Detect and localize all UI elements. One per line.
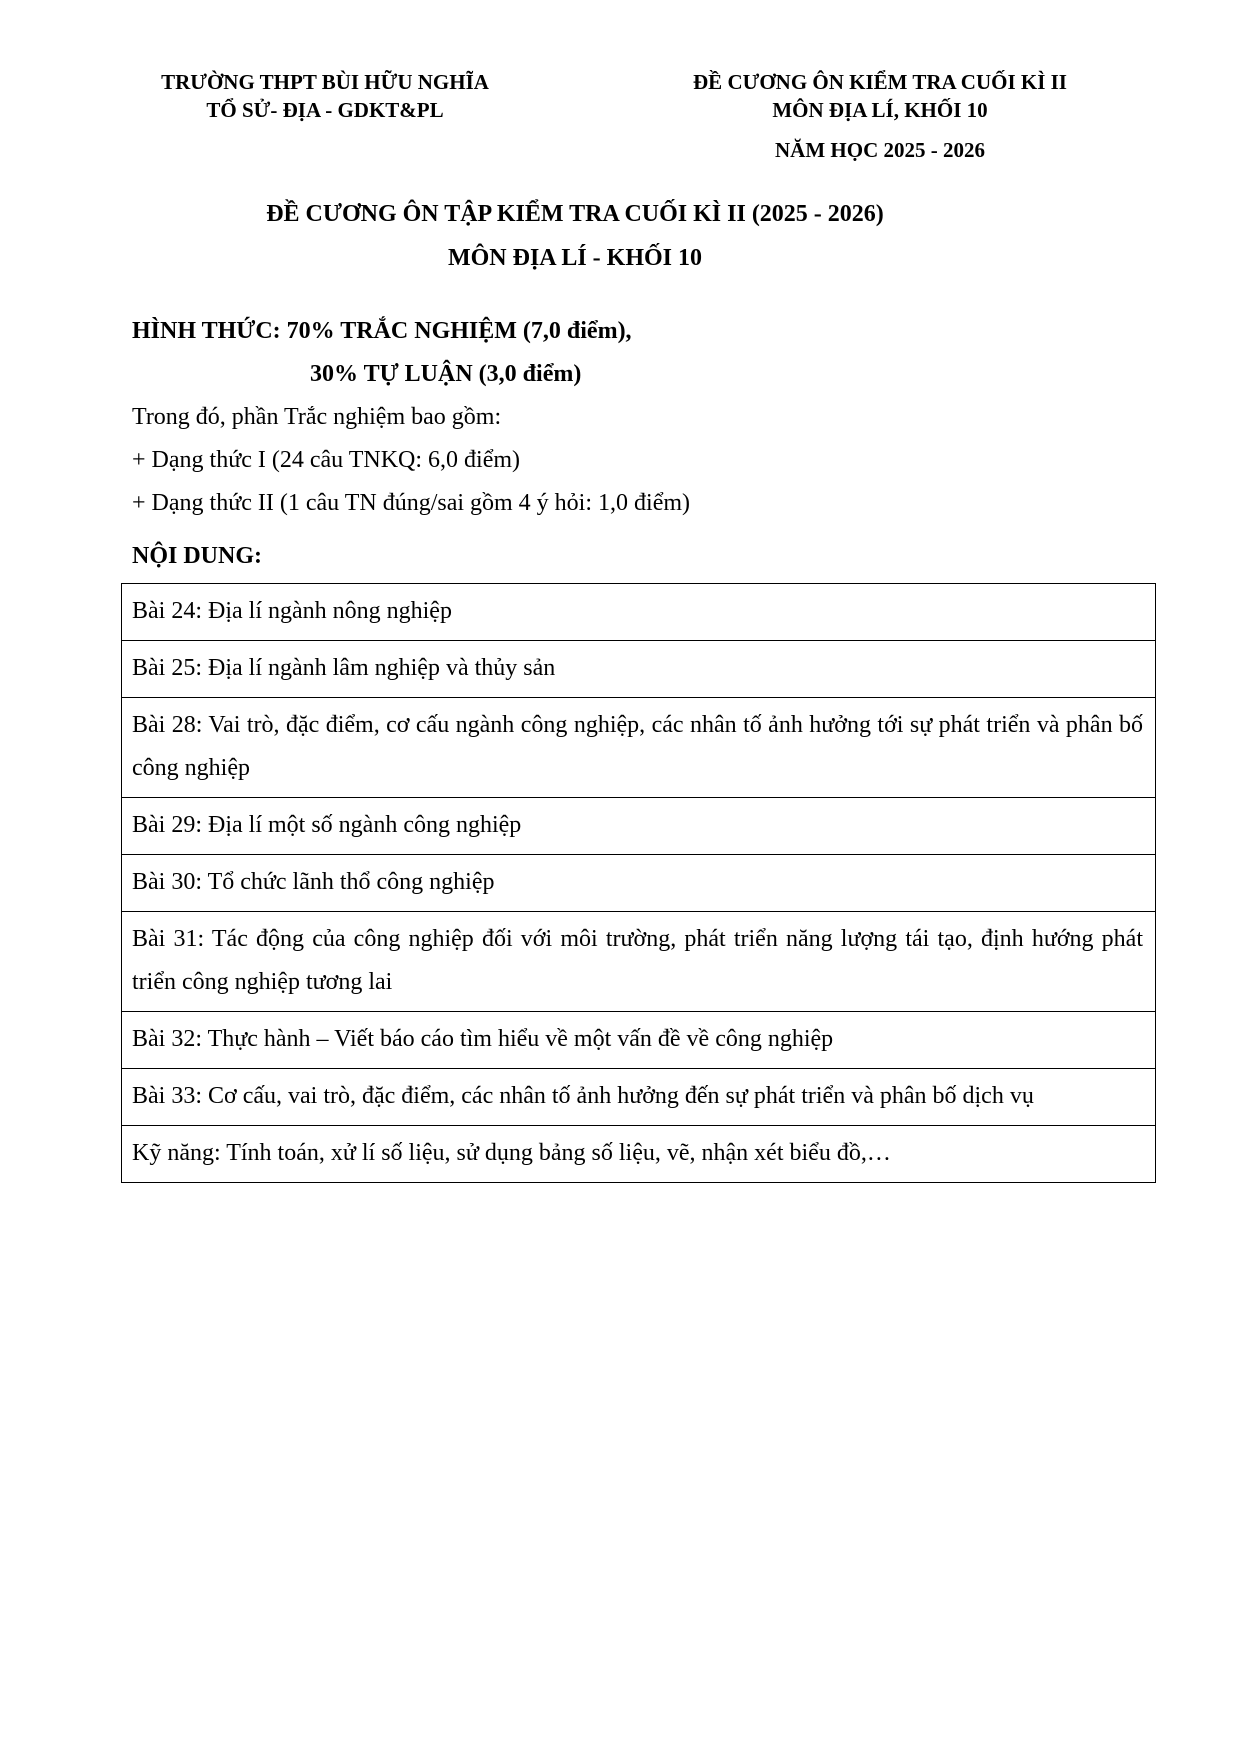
table-row [122,698,1156,798]
school-header [110,68,540,124]
lesson-cell: Bài 29: Địa lí một số ngành công nghiệp [122,798,1156,855]
subject-grade: MÔN ĐỊA LÍ, KHỐI 10 [772,98,988,122]
table-row [122,798,1156,855]
title-line-1: ĐỀ CƯƠNG ÔN TẬP KIỂM TRA CUỐI KÌ II (2025 - 2026) [266,201,884,227]
school-name: TRƯỜNG THPT BÙI HỮU NGHĨA [161,70,489,94]
lesson-cell: Bài 32: Thực hành – Viết báo cáo tìm hiểu về một vấn đề về công nghiệp [122,1012,1156,1069]
department-name: TỔ SỬ- ĐỊA - GDKT&PL [206,98,444,122]
page-title [0,192,1150,280]
table-row [122,1012,1156,1069]
exam-format [132,310,1132,525]
table-row [122,855,1156,912]
format-line-2: 30% TỰ LUẬN (3,0 điểm) [310,361,582,387]
format-line-1: HÌNH THỨC: 70% TRẮC NGHIỆM (7,0 điểm), [132,318,632,344]
document-header [640,68,1120,164]
format-intro: Trong đó, phần Trắc nghiệm bao gồm: [132,404,502,430]
table-row [122,1069,1156,1126]
content-heading: NỘI DUNG: [132,543,262,569]
lesson-cell: Bài 24: Địa lí ngành nông nghiệp [122,584,1156,641]
table-row [122,641,1156,698]
skills-cell: Kỹ năng: Tính toán, xử lí số liệu, sử dụng bảng số liệu, vẽ, nhận xét biểu đồ,… [122,1126,1156,1183]
table-row [122,1126,1156,1183]
format-type-2: + Dạng thức II (1 câu TN đúng/sai gồm 4 ý hỏi: 1,0 điểm) [132,490,690,516]
school-year: NĂM HỌC 2025 - 2026 [775,138,985,162]
lesson-cell: Bài 33: Cơ cấu, vai trò, đặc điểm, các nhân tố ảnh hưởng đến sự phát triển và phân bố dịch vụ [122,1069,1156,1126]
format-type-1: + Dạng thức I (24 câu TNKQ: 6,0 điểm) [132,447,521,473]
table-row [122,912,1156,1012]
lesson-cell: Bài 25: Địa lí ngành lâm nghiệp và thủy sản [122,641,1156,698]
lesson-cell: Bài 28: Vai trò, đặc điểm, cơ cấu ngành công nghiệp, các nhân tố ảnh hưởng tới sự phát triển và phân bố công nghiệp [122,698,1156,798]
lesson-cell: Bài 30: Tổ chức lãnh thổ công nghiệp [122,855,1156,912]
table-row [122,584,1156,641]
lesson-table [121,583,1156,1183]
lesson-cell: Bài 31: Tác động của công nghiệp đối với môi trường, phát triển năng lượng tái tạo, định hướng phát triển công nghiệp tương lai [122,912,1156,1012]
title-line-2: MÔN ĐỊA LÍ - KHỐI 10 [447,245,702,271]
document-type: ĐỀ CƯƠNG ÔN KIỂM TRA CUỐI KÌ II [693,70,1067,94]
